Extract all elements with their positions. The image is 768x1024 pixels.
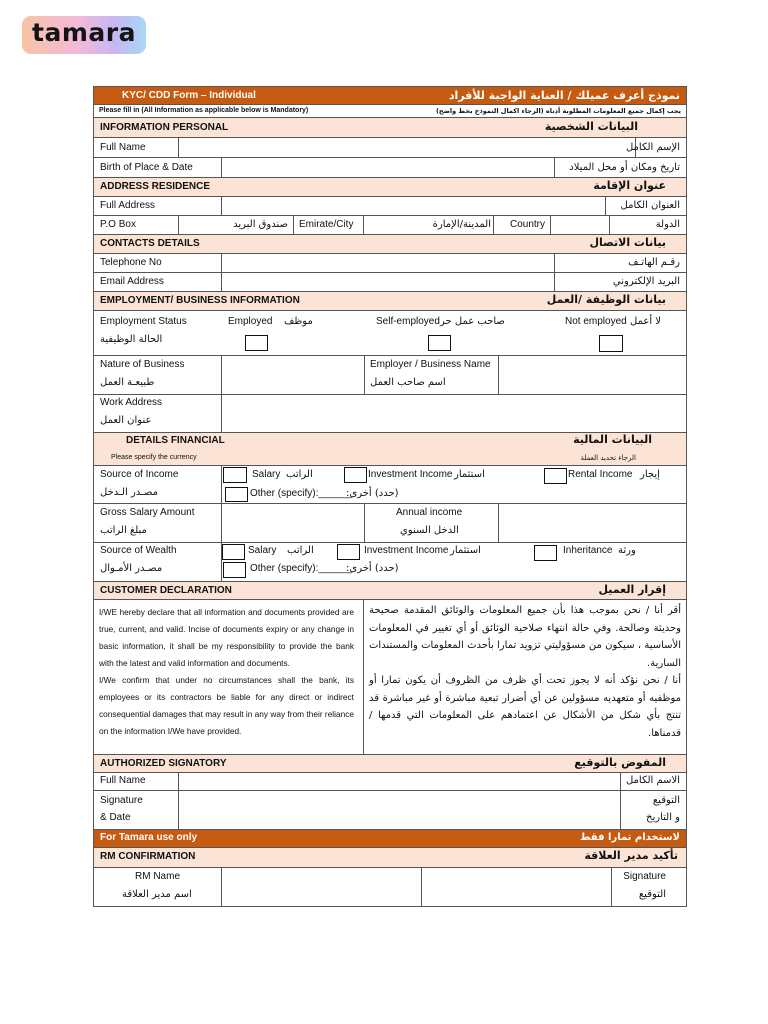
address-header-ar: عنوان الإقامة [593, 179, 666, 192]
tamara-use-label: For Tamara use only [100, 832, 198, 843]
other-wealth-label: Other (specify):______ [250, 563, 352, 574]
signature-field[interactable] [179, 791, 621, 829]
rm-signature-label: Signature [623, 871, 666, 882]
investment-income-label: Investment Income [368, 469, 453, 480]
employed-checkbox[interactable] [245, 335, 268, 351]
section-rm [93, 848, 687, 868]
declaration-para-1-en: I/WE hereby declare that all information and documents provided are true, current, and valid. Incise of documents expiry or any change in basic information, it shall be my responsibility to provide the bank with the latest and valid information and documents. [99, 607, 354, 668]
birth-field[interactable] [222, 158, 555, 177]
nature-business-field[interactable] [222, 356, 365, 394]
salary-wealth-label: Salary [248, 545, 277, 556]
section-personal [93, 117, 687, 138]
employment-status-label: Employment Status [100, 316, 187, 327]
self-employed-label: Self-employed [376, 316, 440, 327]
row-signatory-name [93, 773, 687, 791]
email-field[interactable] [222, 273, 555, 291]
declaration-header-ar: إقرار العميل [598, 583, 666, 596]
employer-label: Employer / Business Name [370, 359, 491, 370]
signatory-name-field[interactable] [179, 773, 621, 790]
rental-income-label: Rental Income [568, 469, 633, 480]
investment-wealth-label: Investment Income [364, 545, 449, 556]
inheritance-label: Inheritance [563, 545, 613, 556]
personal-header-ar: البيانات الشخصية [544, 120, 638, 133]
row-gross-salary [93, 504, 687, 543]
row-declaration [93, 600, 687, 755]
full-address-label: Full Address [100, 200, 156, 211]
row-nature-business [93, 356, 687, 395]
other-wealth-checkbox[interactable] [223, 562, 246, 578]
tamara-use-bar [93, 830, 687, 848]
emirate-label: Emirate/City [299, 219, 354, 230]
self-employed-label-ar: صاحب عمل حر [440, 316, 505, 327]
self-employed-checkbox[interactable] [428, 335, 451, 351]
row-full-address [93, 197, 687, 216]
not-employed-checkbox[interactable] [599, 335, 623, 352]
row-po-box [93, 216, 687, 235]
employer-field[interactable] [499, 356, 688, 394]
signature-label-ar: التوقيع [652, 795, 680, 806]
work-address-label-ar: عنوان العمل [100, 415, 152, 426]
rm-signature-field[interactable] [422, 868, 612, 906]
not-employed-label: Not employed [565, 316, 627, 327]
gross-salary-field[interactable] [222, 504, 365, 542]
financial-note-en: Please specify the currency [111, 454, 197, 461]
signatory-header-ar: المفوض بالتوقيع [574, 756, 666, 769]
other-income-label: Other (specify):______ [250, 488, 352, 499]
form-title-ar: نموذج أعرف عميلك / العناية الواجبة للأفراد [448, 89, 680, 102]
source-wealth-label-ar: مصـدر الأمـوال [100, 563, 163, 574]
full-name-label: Full Name [100, 142, 146, 153]
investment-wealth-checkbox[interactable] [337, 544, 360, 560]
source-income-label: Source of Income [100, 469, 179, 480]
country-label-ar: الدولة [655, 219, 680, 230]
form-title-bar [93, 86, 687, 105]
row-source-income [93, 466, 687, 504]
source-wealth-label: Source of Wealth [100, 545, 177, 556]
full-address-label-ar: العنوان الكامل [620, 200, 680, 211]
birth-label-ar: تاريخ ومكان أو محل الميلاد [569, 162, 680, 173]
birth-label: Birth of Place & Date [100, 162, 193, 173]
date-label-ar: و التاريخ [646, 812, 680, 823]
section-financial [93, 433, 687, 466]
gross-salary-label: Gross Salary Amount [100, 507, 195, 518]
date-label: & Date [100, 812, 131, 823]
work-address-label: Work Address [100, 397, 163, 408]
annual-income-label: Annual income [396, 507, 463, 518]
telephone-label: Telephone No [100, 257, 162, 268]
other-wealth-label-ar: (حدد) أخرى: [346, 563, 399, 574]
row-rm-confirmation [93, 868, 687, 907]
rm-signature-label-ar: التوقيع [638, 889, 666, 900]
inheritance-checkbox[interactable] [534, 545, 557, 561]
tamara-logo [22, 16, 146, 54]
row-employment-status [93, 311, 687, 356]
employment-header-en: EMPLOYMENT/ BUSINESS INFORMATION [100, 295, 300, 306]
annual-income-label-ar: الدخل السنوي [400, 525, 459, 536]
source-income-label-ar: مصـدر الـدخل [100, 487, 158, 498]
not-employed-label-ar: لا أعمل [630, 316, 661, 327]
country-label: Country [510, 219, 546, 230]
full-address-field[interactable] [222, 197, 606, 215]
row-birth [93, 158, 687, 178]
country-field[interactable] [551, 216, 610, 234]
kyc-form [93, 86, 687, 907]
rm-name-label: RM Name [135, 871, 181, 882]
gross-salary-label-ar: مبلغ الراتب [100, 525, 147, 536]
investment-income-label-ar: استثمار [454, 469, 485, 480]
signatory-name-label: Full Name [100, 775, 146, 786]
salary-income-label-ar: الراتب [286, 469, 313, 480]
employment-status-label-ar: الحالة الوظيفية [100, 334, 163, 345]
row-source-wealth [93, 543, 687, 582]
signatory-header-en: AUTHORIZED SIGNATORY [100, 758, 227, 769]
declaration-para-1-ar: أقر أنا / نحن بموجب هذا بأن جميع المعلومات والوثائق المقدمة صحيحة وحديثة وصالحة. وفي حالة انتهاء صلاحية الوثائق أو أي تغيير في المعلومات الأساسية ، سيكون من مسؤوليتي تزويد تمارا بأحدث المعلومات والمستندات السارية. [369, 605, 681, 669]
salary-income-label: Salary [252, 469, 281, 480]
investment-wealth-label-ar: استثمار [450, 545, 481, 556]
rm-name-field[interactable] [222, 868, 422, 906]
telephone-field[interactable] [222, 254, 555, 272]
contacts-header-ar: بيانات الاتصال [589, 236, 666, 249]
rm-name-label-ar: اسم مدير العلاقة [122, 889, 192, 900]
rm-header-en: RM CONFIRMATION [100, 851, 196, 862]
investment-income-checkbox[interactable] [344, 467, 367, 483]
row-work-address [93, 395, 687, 433]
row-telephone [93, 254, 687, 273]
personal-header-en: INFORMATION PERSONAL [100, 122, 229, 133]
full-name-label-ar: الإسم الكامل [625, 142, 680, 153]
financial-note-ar: الرجاء تحديد العملة [580, 454, 636, 462]
email-label: Email Address [100, 276, 164, 287]
row-signature-date [93, 791, 687, 830]
form-instruction [93, 105, 687, 117]
instruction-en: Please fill in (All Information as applicable below is Mandatory) [99, 107, 309, 114]
tamara-use-label-ar: لاستخدام تمارا فقط [580, 832, 680, 843]
declaration-para-2-en: I/We confirm that under no circumstances shall the bank, its employees or its contractors be liable for any direct or indirect consequential damages that may result in any way from their reliance on the information I/We have provided. [99, 675, 354, 736]
signatory-name-label-ar: الاسم الكامل [625, 775, 680, 786]
salary-wealth-checkbox[interactable] [222, 544, 245, 560]
section-contacts [93, 235, 687, 254]
financial-header-ar: البيانات المالية [573, 433, 652, 446]
section-address [93, 178, 687, 197]
signature-label: Signature [100, 795, 143, 806]
section-declaration [93, 582, 687, 600]
email-label-ar: البريد الإلكتروني [612, 276, 680, 287]
logo-text: tamara [32, 18, 136, 47]
employed-label-ar: موظف [284, 316, 313, 327]
row-email [93, 273, 687, 292]
declaration-para-2-ar: أنا / نحن نؤكد أنه لا يجوز تحت أي ظرف من الظروف أن يكون تمارا أو موظفيه أو متعهديه مسؤولين عن أي أضرار تبعية مباشرة أو غير مباشرة قد تنتج بأي شكل من الأشكال عن اعتمادهم على المعلومات التي قدمها / قدمناها. [369, 675, 681, 739]
rental-income-label-ar: إيجار [640, 469, 660, 480]
declaration-header-en: CUSTOMER DECLARATION [100, 585, 232, 596]
full-name-field[interactable] [179, 138, 636, 157]
nature-business-label: Nature of Business [100, 359, 185, 370]
nature-business-label-ar: طبيعـة العمل [100, 377, 155, 388]
rm-header-ar: تأكيد مدير العلاقة [584, 849, 678, 862]
declaration-text-en [99, 604, 354, 740]
salary-wealth-label-ar: الراتب [287, 545, 314, 556]
instruction-ar: يجب إكمال جميع المعلومات المطلوبة أدناه (الرجاء اكمال النموذج بخط واضح) [435, 107, 681, 115]
rental-income-checkbox[interactable] [544, 468, 567, 484]
financial-header-en: DETAILS FINANCIAL [126, 435, 225, 446]
annual-income-field[interactable] [499, 504, 688, 542]
contacts-header-en: CONTACTS DETAILS [100, 238, 200, 249]
section-employment [93, 292, 687, 311]
po-box-label-ar: صندوق البريد [233, 219, 288, 230]
employment-header-ar: بيانات الوظيفة /العمل [546, 293, 666, 306]
declaration-text-ar [369, 602, 681, 742]
work-address-field[interactable] [222, 395, 688, 432]
other-income-label-ar: (حدد) أخرى: [346, 488, 399, 499]
emirate-label-ar: المدينة/الإمارة [432, 219, 491, 230]
employed-label: Employed [228, 316, 273, 327]
other-income-checkbox[interactable] [225, 487, 248, 502]
salary-income-checkbox[interactable] [223, 467, 247, 483]
employer-label-ar: اسم صاحب العمل [370, 377, 446, 388]
po-box-label: P.O Box [100, 219, 136, 230]
inheritance-label-ar: ورثة [618, 545, 636, 556]
section-signatory [93, 755, 687, 773]
row-full-name [93, 138, 687, 158]
address-header-en: ADDRESS RESIDENCE [100, 181, 211, 192]
telephone-label-ar: رقـم الهاتـف [628, 257, 680, 268]
form-title-en: KYC/ CDD Form – Individual [122, 90, 256, 101]
